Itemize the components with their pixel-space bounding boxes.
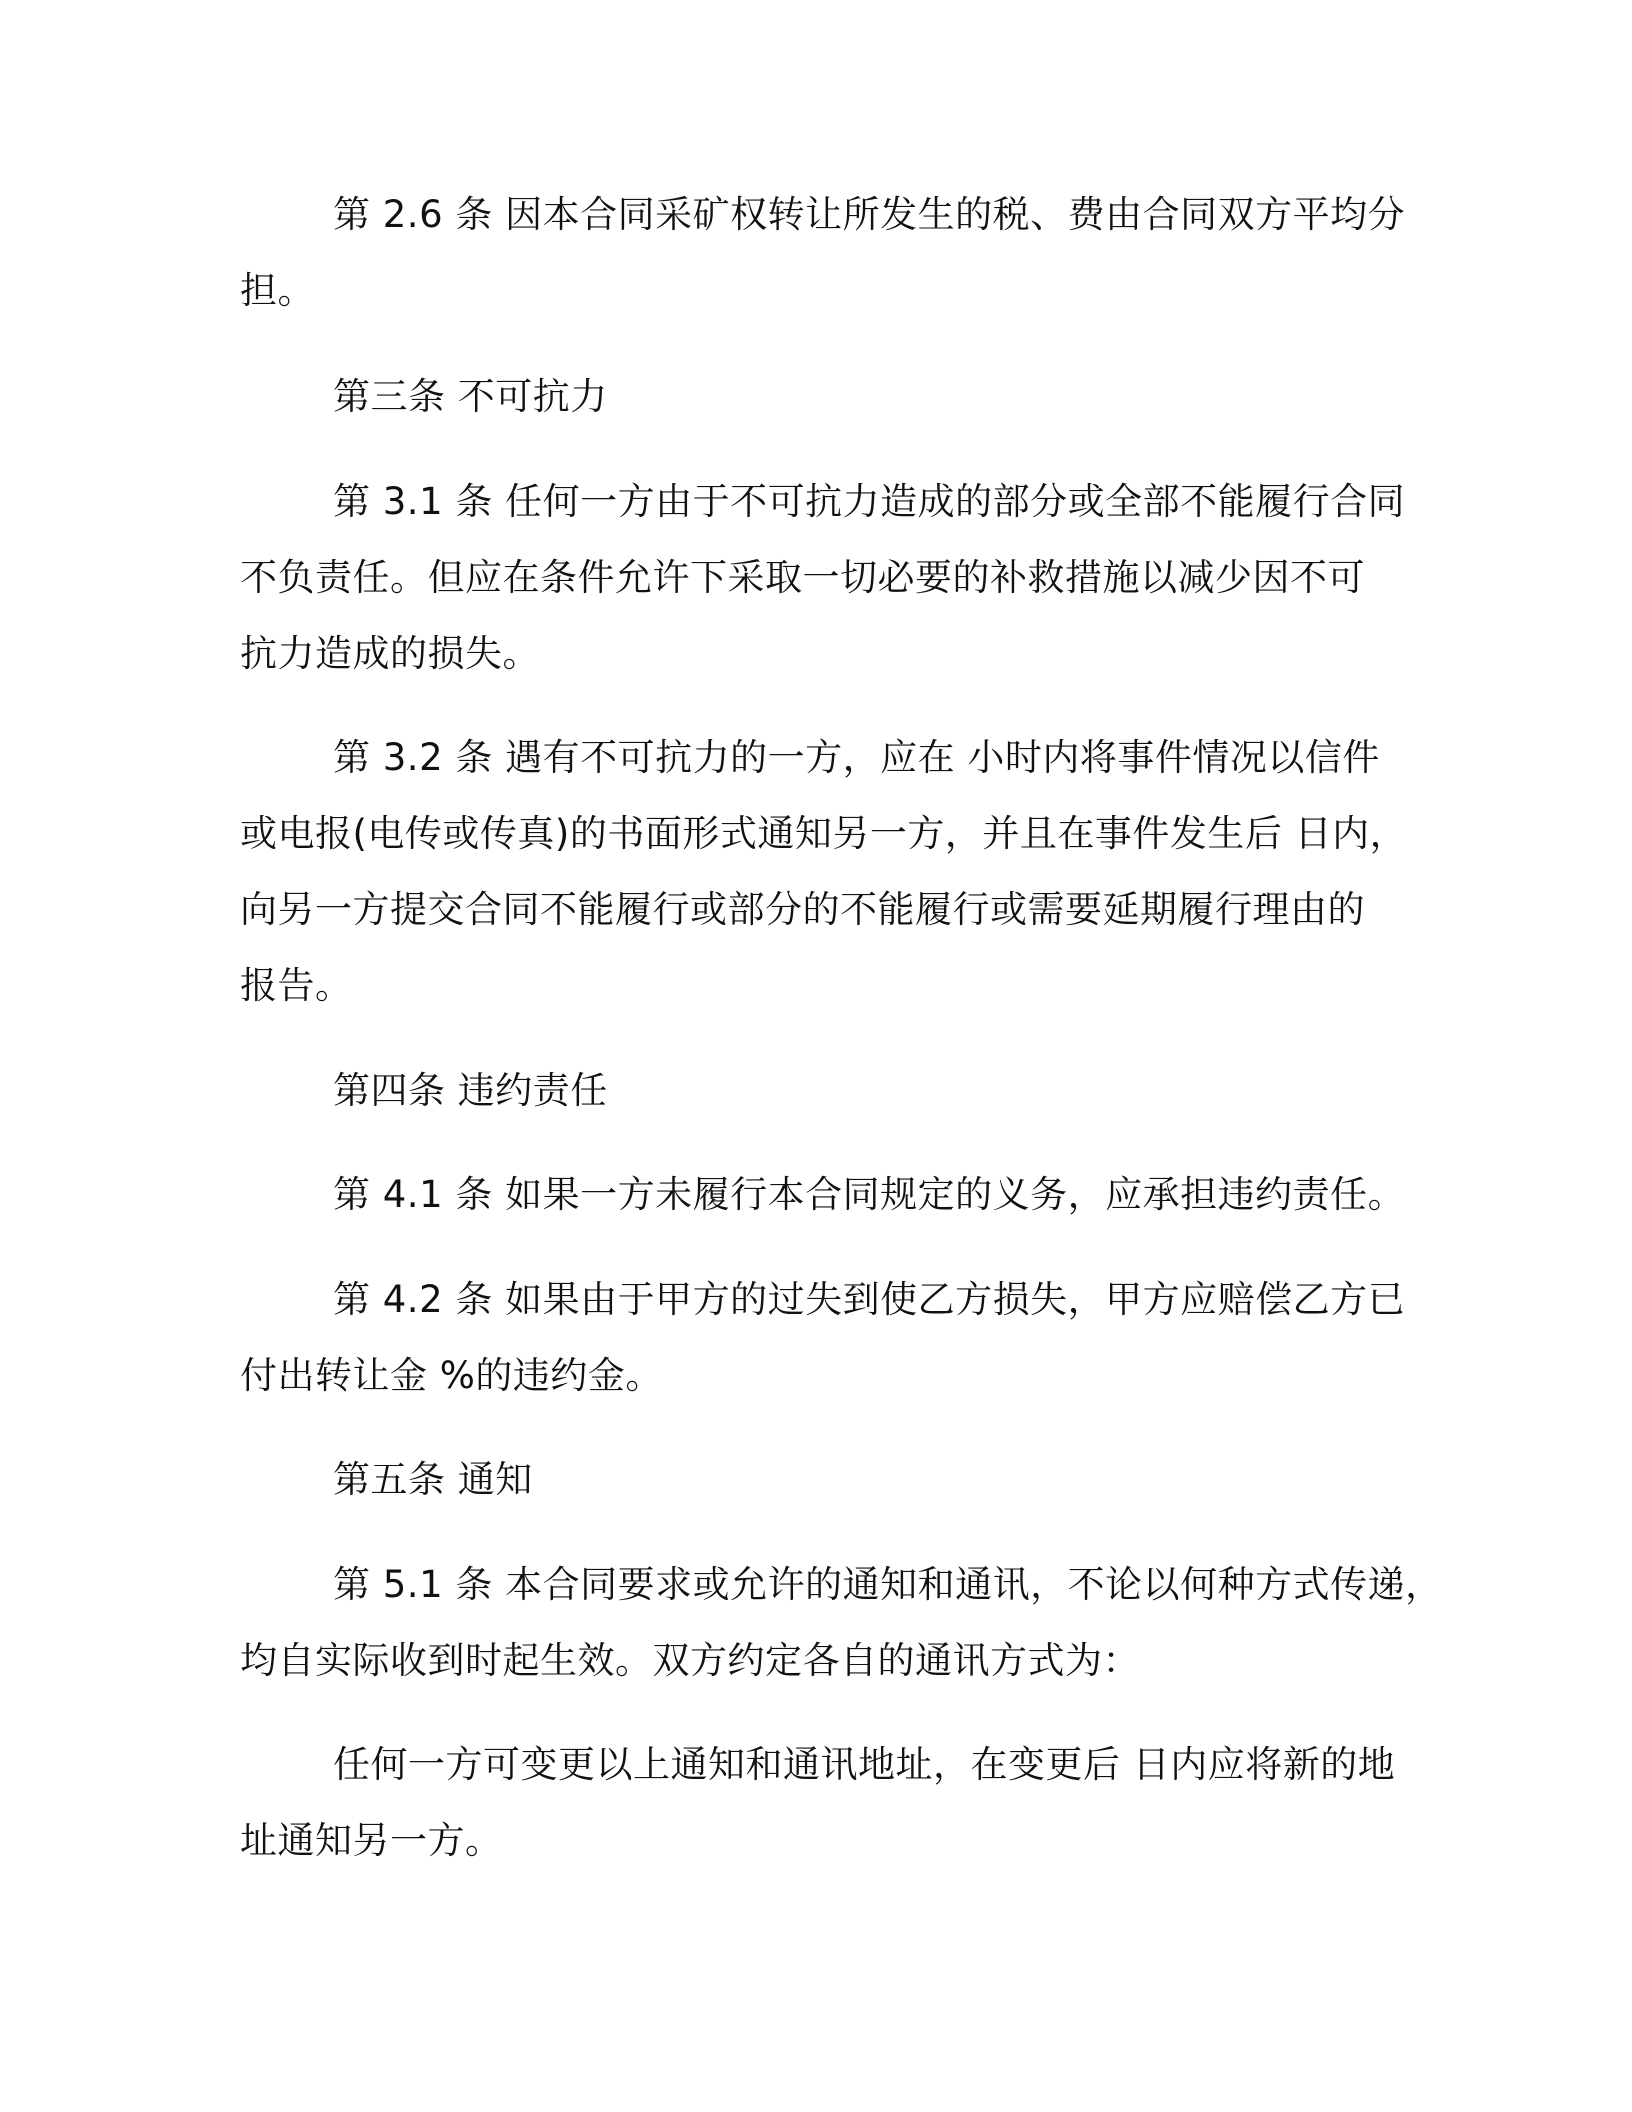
clause-3-1-line-3: 抗力造成的损失。	[240, 632, 540, 675]
article-3-heading: 第三条 不可抗力	[333, 375, 608, 418]
clause-3-1-line-2: 不负责任。但应在条件允许下采取一切必要的补救措施以减少因不可	[240, 556, 1365, 599]
clause-3-2-line-1: 第 3.2 条 遇有不可抗力的一方，应在 小时内将事件情况以信件	[333, 736, 1380, 779]
clause-3-2-line-2: 或电报(电传或传真)的书面形式通知另一方，并且在事件发生后 日内，	[240, 812, 1408, 855]
address-change-line-2: 址通知另一方。	[240, 1819, 503, 1862]
clause-2-6-line-1: 第 2.6 条 因本合同采矿权转让所发生的税、费由合同双方平均分	[333, 193, 1406, 236]
address-change-line-1: 任何一方可变更以上通知和通讯地址，在变更后 日内应将新的地	[333, 1743, 1396, 1786]
clause-2-6-line-2: 担。	[240, 269, 315, 312]
clause-4-1-line-1: 第 4.1 条 如果一方未履行本合同规定的义务，应承担违约责任。	[333, 1173, 1406, 1216]
clause-4-2-line-1: 第 4.2 条 如果由于甲方的过失到使乙方损失，甲方应赔偿乙方已	[333, 1278, 1406, 1321]
clause-5-1-line-1: 第 5.1 条 本合同要求或允许的通知和通讯，不论以何种方式传递，	[333, 1563, 1443, 1606]
clause-3-2-line-3: 向另一方提交合同不能履行或部分的不能履行或需要延期履行理由的	[240, 888, 1365, 931]
clause-3-1-line-1: 第 3.1 条 任何一方由于不可抗力造成的部分或全部不能履行合同	[333, 480, 1406, 523]
clause-3-2-line-4: 报告。	[240, 964, 353, 1007]
article-5-heading: 第五条 通知	[333, 1458, 533, 1501]
article-4-heading: 第四条 违约责任	[333, 1069, 608, 1112]
clause-5-1-line-2: 均自实际收到时起生效。双方约定各自的通讯方式为：	[240, 1639, 1140, 1682]
clause-4-2-line-2: 付出转让金 %的违约金。	[240, 1354, 663, 1397]
